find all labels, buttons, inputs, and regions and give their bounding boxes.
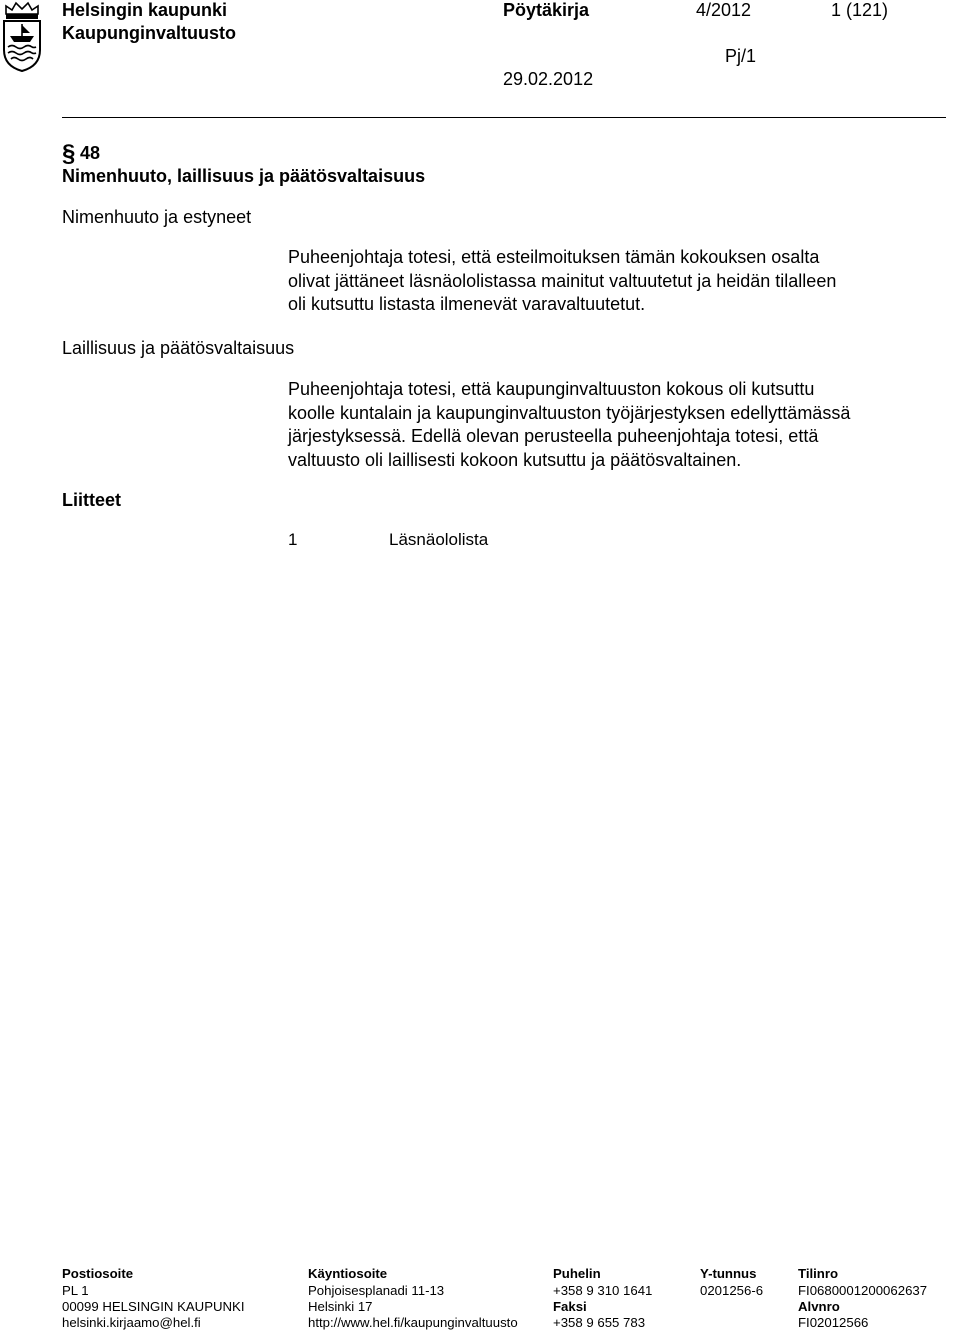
roll-call-heading: Nimenhuuto ja estyneet <box>62 207 252 227</box>
legality-paragraph <box>288 378 850 472</box>
roll-call-line: Puheenjohtaja totesi, että esteilmoituksen tämän kokouksen osalta <box>288 247 820 267</box>
legality-line: koolle kuntalain ja kaupunginvaltuuston työjärjestyksen edellyttämässä <box>288 402 851 423</box>
page-count: 1 (121) <box>831 0 889 20</box>
city-name: Helsingin kaupunki <box>62 0 228 20</box>
item-title: Nimenhuuto, laillisuus ja päätösvaltaisuus <box>62 166 426 186</box>
footer-fax-label: Faksi <box>553 1299 587 1314</box>
footer-visit-label: Käyntiosoite <box>308 1266 388 1281</box>
document-number: 4/2012 <box>696 0 752 20</box>
footer-phone-label: Puhelin <box>553 1266 601 1281</box>
footer-business-id-label: Y-tunnus <box>700 1266 757 1281</box>
footer-business-id: 0201256-6 <box>700 1283 764 1298</box>
legality-line: Puheenjohtaja totesi, että kaupunginvaltuuston kokous oli kutsuttu <box>288 379 815 399</box>
footer-postal-label: Postiosoite <box>62 1266 134 1281</box>
document-type: Pöytäkirja <box>503 0 590 20</box>
attachment-number: 1 <box>288 530 298 549</box>
roll-call-line: oli kutsuttu listasta ilmenevät varavaltuutetut. <box>288 294 646 314</box>
legality-heading: Laillisuus ja päätösvaltaisuus <box>62 338 295 358</box>
footer-website-link[interactable]: http://www.hel.fi/kaupunginvaltuusto <box>308 1315 518 1330</box>
footer-phone: +358 9 310 1641 <box>553 1283 653 1298</box>
meeting-date: 29.02.2012 <box>503 69 594 89</box>
footer-email[interactable]: helsinki.kirjaamo@hel.fi <box>62 1315 201 1330</box>
footer-vat-label: Alvnro <box>798 1299 840 1314</box>
footer-visit-line: Helsinki 17 <box>308 1299 373 1314</box>
header-divider <box>62 117 946 118</box>
roll-call-paragraph <box>288 246 836 317</box>
legality-line: järjestyksessä. Edellä olevan perusteella puheenjohtaja totesi, että <box>288 426 819 446</box>
roll-call-line: olivat jättäneet läsnäololistassa mainitut valtuutetut ja heidän tilalleen <box>288 270 837 291</box>
organ-name: Kaupunginvaltuusto <box>62 23 236 43</box>
footer-visit-line: Pohjoisesplanadi 11-13 <box>308 1283 445 1298</box>
svg-text:§: § <box>62 140 76 164</box>
item-number: 48 <box>80 143 101 163</box>
helsinki-coat-of-arms-logo <box>0 0 44 72</box>
attachments-heading: Liitteet <box>62 490 122 510</box>
footer-postal-line: 00099 HELSINGIN KAUPUNKI <box>62 1299 245 1314</box>
legality-line: valtuusto oli laillisesti kokoon kutsuttu ja päätösvaltainen. <box>288 449 742 470</box>
footer-account: FI0680001200062637 <box>798 1283 928 1298</box>
attachment-name[interactable]: Läsnäololista <box>389 530 489 549</box>
footer-fax: +358 9 655 783 <box>553 1315 646 1330</box>
footer-account-label: Tilinro <box>798 1266 839 1281</box>
footer-postal-line: PL 1 <box>62 1283 89 1298</box>
footer-vat: FI02012566 <box>798 1315 869 1330</box>
section-code: Pj/1 <box>725 46 757 66</box>
